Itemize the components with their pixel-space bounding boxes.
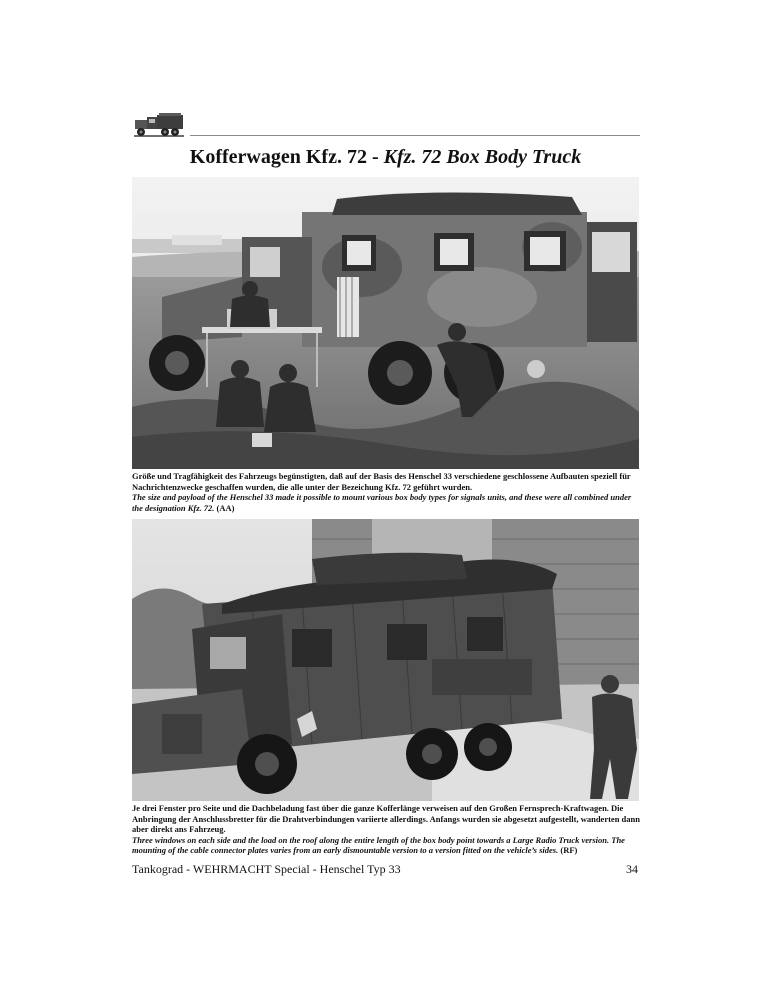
truck-icon — [133, 111, 185, 139]
photo-credit: (RF) — [560, 845, 578, 855]
photo-credit: (AA) — [216, 502, 235, 513]
footer-publication: Tankograd - WEHRMACHT Special - Henschel Typ 33 — [132, 862, 401, 876]
header-rule — [190, 135, 640, 136]
caption-photo-2 — [132, 803, 641, 856]
page-title — [0, 146, 771, 169]
title-english: Kfz. 72 Box Body Truck — [383, 146, 582, 168]
caption-photo-1 — [132, 471, 641, 513]
title-german: Kofferwagen Kfz. 72 - — [189, 146, 379, 168]
photo-signals-truck-with-crew — [132, 177, 639, 469]
caption-english: Three windows on each side and the load on the roof along the entire length of the box body point towards a Large Radio Truck version. The mounting of the cable connector plates varies from an early dismountable version to a version fitted on the vehicle’s sides. — [132, 834, 625, 855]
page-number: 34 — [626, 862, 638, 876]
caption-english: The size and payload of the Henschel 33 made it possible to mount various box body types for signals units, and these were all combined under the designation Kfz. 72. — [132, 492, 632, 513]
caption-german: Größe und Tragfähigkeit des Fahrzeugs begünstigten, daß auf der Basis des Henschel 33 verschiedene geschlossene Aufbauten speziell für Nachrichtenzwecke geschaffen wurden, die alle unter der Bezeichung Kfz. 72 geführt wurden. — [132, 471, 631, 492]
caption-german: Je drei Fenster pro Seite und die Dachbeladung fast über die ganze Kofferlänge verweisen auf den Großen Fernsprech-Kraftwagen. Die Anbringung der Anschlussbretter für die Drahtverbindungen variierte allerdings. Anfangs wurden sie abgesetzt aufgestellt, wanderten dann aber direkt ans Fahrzeug. — [132, 803, 640, 834]
photo-box-body-truck-side — [132, 519, 639, 801]
